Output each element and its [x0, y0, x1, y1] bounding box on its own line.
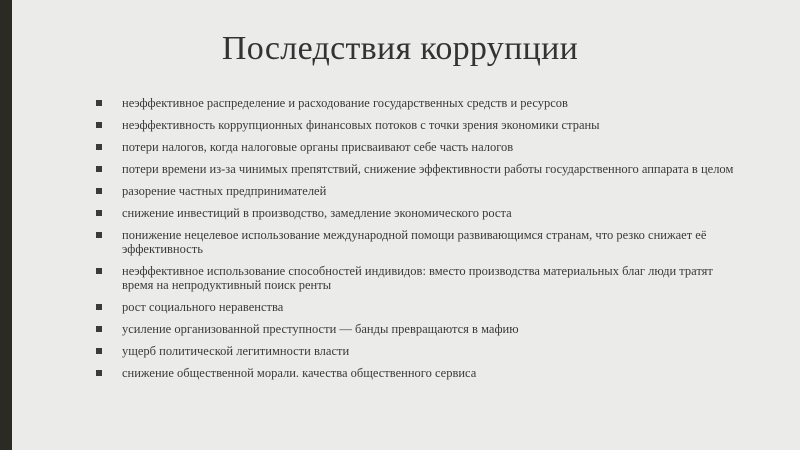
bullet-item	[96, 162, 736, 176]
bullet-item	[96, 344, 736, 358]
bullet-text: снижение инвестиций в производство, замедление экономического роста	[122, 206, 512, 220]
square-bullet-icon	[96, 300, 122, 310]
bullet-item	[96, 206, 736, 220]
bullet-item	[96, 228, 736, 256]
bullet-text: неэффективность коррупционных финансовых потоков с точки зрения экономики страны	[122, 118, 600, 132]
bullet-item	[96, 264, 736, 292]
slide-title: Последствия коррупции	[221, 30, 579, 67]
square-bullet-icon	[96, 228, 122, 238]
square-bullet-icon	[96, 140, 122, 150]
bullet-list	[96, 96, 736, 388]
square-bullet-icon	[96, 264, 122, 274]
bullet-text: понижение нецелевое использование международной помощи развивающимся странам, что резко снижает её эффективность	[122, 228, 707, 256]
square-bullet-icon	[96, 162, 122, 172]
square-bullet-icon	[96, 206, 122, 216]
bullet-item	[96, 96, 736, 110]
square-bullet-icon	[96, 366, 122, 376]
bullet-item	[96, 140, 736, 154]
square-bullet-icon	[96, 96, 122, 106]
bullet-text: неэффективное распределение и расходование государственных средств и ресурсов	[122, 96, 568, 110]
bullet-text: рост социального неравенства	[122, 300, 284, 314]
bullet-text: потери времени из-за чинимых препятствий, снижение эффективности работы государственного аппарата в целом	[122, 162, 734, 176]
bullet-text: ущерб политической легитимности власти	[122, 344, 350, 358]
bullet-text: неэффективное использование способностей индивидов: вместо производства материальных благ люди тратят время на непродуктивный поиск ренты	[122, 264, 713, 292]
bullet-item	[96, 366, 736, 380]
square-bullet-icon	[96, 184, 122, 194]
bullet-text: снижение общественной морали. качества общественного сервиса	[122, 366, 477, 380]
bullet-item	[96, 322, 736, 336]
square-bullet-icon	[96, 344, 122, 354]
bullet-item	[96, 300, 736, 314]
bullet-text: потери налогов, когда налоговые органы присваивают себе часть налогов	[122, 140, 514, 154]
bullet-item	[96, 184, 736, 198]
square-bullet-icon	[96, 118, 122, 128]
bullet-text: разорение частных предпринимателей	[122, 184, 327, 198]
bullet-text: усиление организованной преступности — банды превращаются в мафию	[122, 322, 519, 336]
bullet-item	[96, 118, 736, 132]
square-bullet-icon	[96, 322, 122, 332]
